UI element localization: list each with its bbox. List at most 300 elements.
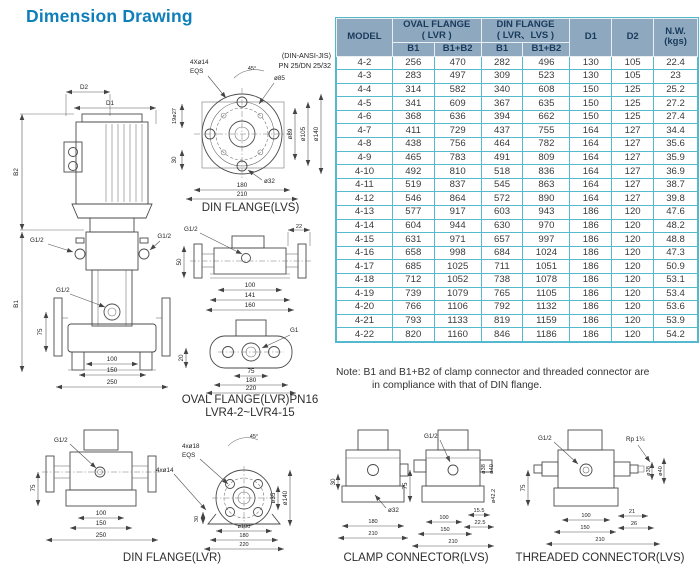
value-cell: 186 bbox=[570, 233, 612, 247]
table-row bbox=[337, 260, 698, 274]
port-label-g12: G1/2 bbox=[54, 437, 68, 444]
value-cell: 36.9 bbox=[654, 165, 698, 179]
value-cell: 609 bbox=[434, 97, 481, 111]
dim-label-225: 22.5 bbox=[474, 520, 486, 526]
value-cell: 1106 bbox=[434, 301, 481, 315]
value-cell: 470 bbox=[434, 56, 481, 70]
col-header-b1-oval: B1 bbox=[392, 43, 434, 57]
value-cell: 120 bbox=[612, 274, 654, 288]
value-cell: 105 bbox=[612, 70, 654, 84]
table-row bbox=[337, 328, 698, 342]
dim-label-d2: D2 bbox=[79, 84, 89, 91]
dim-label-d89: ø89 bbox=[287, 128, 294, 140]
dim-label-150: 150 bbox=[95, 520, 107, 527]
value-cell: 863 bbox=[523, 178, 570, 192]
dim-label-141: 141 bbox=[244, 292, 256, 299]
table-row bbox=[337, 97, 698, 111]
din-flange-lvr-drawing bbox=[22, 428, 322, 550]
value-cell: 604 bbox=[392, 219, 434, 233]
table-row bbox=[337, 151, 698, 165]
value-cell: 437 bbox=[481, 124, 523, 138]
value-cell: 491 bbox=[481, 151, 523, 165]
dim-label-d38: ø38 bbox=[646, 466, 652, 476]
value-cell: 47.3 bbox=[654, 246, 698, 260]
value-cell: 1024 bbox=[523, 246, 570, 260]
dim-label-75: 75 bbox=[37, 328, 44, 336]
eqs-label: EQS bbox=[190, 68, 204, 75]
bolt-holes-label: 4Xø14 bbox=[190, 59, 209, 66]
value-cell: 164 bbox=[570, 178, 612, 192]
dim-label-d100: ø100 bbox=[237, 524, 251, 530]
dim-label-180: 180 bbox=[368, 519, 378, 525]
value-cell: 256 bbox=[392, 56, 434, 70]
angle-label: 45° bbox=[249, 434, 259, 440]
value-cell: 127 bbox=[612, 165, 654, 179]
dim-label-b1: B1 bbox=[13, 300, 20, 308]
value-cell: 120 bbox=[612, 260, 654, 274]
dim-label-b2: B2 bbox=[13, 168, 20, 176]
dim-label-180: 180 bbox=[245, 377, 257, 384]
value-cell: 127 bbox=[612, 192, 654, 206]
table-row bbox=[337, 178, 698, 192]
value-cell: 127 bbox=[612, 124, 654, 138]
dim-label-d40: ø40 bbox=[658, 466, 664, 476]
dimension-spec-table bbox=[336, 18, 698, 342]
value-cell: 186 bbox=[570, 301, 612, 315]
value-cell: 1052 bbox=[434, 274, 481, 288]
dim-label-d1: D1 bbox=[105, 100, 115, 107]
dim-label-30: 30 bbox=[194, 515, 200, 523]
table-row bbox=[337, 246, 698, 260]
value-cell: 1159 bbox=[523, 314, 570, 328]
standard-label: (DIN-ANSI-JIS) bbox=[281, 51, 331, 60]
dim-label-150: 150 bbox=[106, 367, 118, 374]
table-note-line1: Note: B1 and B1+B2 of clamp connector and threaded connector are bbox=[336, 367, 650, 378]
value-cell: 186 bbox=[570, 206, 612, 220]
model-cell: 4-11 bbox=[337, 178, 393, 192]
value-cell: 492 bbox=[392, 165, 434, 179]
value-cell: 394 bbox=[481, 110, 523, 124]
table-row bbox=[337, 83, 698, 97]
dim-label-210: 210 bbox=[368, 531, 378, 537]
value-cell: 125 bbox=[612, 97, 654, 111]
value-cell: 120 bbox=[612, 314, 654, 328]
model-cell: 4-16 bbox=[337, 246, 393, 260]
value-cell: 572 bbox=[481, 192, 523, 206]
clamp-connector-drawing bbox=[332, 428, 500, 550]
value-cell: 120 bbox=[612, 219, 654, 233]
oval-flange-view-drawing bbox=[172, 318, 330, 394]
value-cell: 1132 bbox=[523, 301, 570, 315]
value-cell: 944 bbox=[434, 219, 481, 233]
value-cell: 582 bbox=[434, 83, 481, 97]
dim-label-150: 150 bbox=[580, 525, 590, 531]
port-label-g12-front: G1/2 bbox=[56, 287, 70, 294]
value-cell: 465 bbox=[392, 151, 434, 165]
value-cell: 603 bbox=[481, 206, 523, 220]
value-cell: 756 bbox=[434, 138, 481, 152]
dim-label-26: 26 bbox=[630, 521, 638, 527]
dim-label-50: 50 bbox=[176, 258, 183, 266]
port-label-g12: G1/2 bbox=[184, 226, 198, 233]
value-cell: 658 bbox=[392, 246, 434, 260]
port-label-g12: G1/2 bbox=[424, 433, 438, 440]
model-cell: 4-4 bbox=[337, 83, 393, 97]
value-cell: 836 bbox=[523, 165, 570, 179]
port-label-g12: G1/2 bbox=[538, 435, 552, 442]
pump-side-view-drawing bbox=[10, 78, 172, 396]
dim-label-d32: ø32 bbox=[388, 507, 399, 514]
page-title: Dimension Drawing bbox=[26, 6, 193, 26]
dim-label-d40: ø40 bbox=[489, 464, 495, 474]
value-cell: 38.7 bbox=[654, 178, 698, 192]
value-cell: 186 bbox=[570, 287, 612, 301]
value-cell: 150 bbox=[570, 83, 612, 97]
model-cell: 4-21 bbox=[337, 314, 393, 328]
value-cell: 53.9 bbox=[654, 314, 698, 328]
value-cell: 684 bbox=[481, 246, 523, 260]
model-cell: 4-7 bbox=[337, 124, 393, 138]
value-cell: 25.2 bbox=[654, 83, 698, 97]
value-cell: 636 bbox=[434, 110, 481, 124]
table-note bbox=[336, 366, 698, 392]
model-cell: 4-18 bbox=[337, 274, 393, 288]
model-cell: 4-19 bbox=[337, 287, 393, 301]
value-cell: 150 bbox=[570, 97, 612, 111]
model-cell: 4-14 bbox=[337, 219, 393, 233]
model-cell: 4-12 bbox=[337, 192, 393, 206]
value-cell: 496 bbox=[523, 56, 570, 70]
value-cell: 546 bbox=[392, 192, 434, 206]
value-cell: 545 bbox=[481, 178, 523, 192]
value-cell: 782 bbox=[523, 138, 570, 152]
value-cell: 368 bbox=[392, 110, 434, 124]
value-cell: 765 bbox=[481, 287, 523, 301]
dim-label-d35: ø35 bbox=[270, 492, 277, 504]
value-cell: 27.2 bbox=[654, 97, 698, 111]
value-cell: 809 bbox=[523, 151, 570, 165]
value-cell: 120 bbox=[612, 206, 654, 220]
model-cell: 4-9 bbox=[337, 151, 393, 165]
value-cell: 711 bbox=[481, 260, 523, 274]
model-cell: 4-22 bbox=[337, 328, 393, 342]
oval-flange-header-line2: ( LVR ) bbox=[421, 29, 452, 41]
value-cell: 367 bbox=[481, 97, 523, 111]
col-header-d2: D2 bbox=[612, 19, 654, 57]
value-cell: 755 bbox=[523, 124, 570, 138]
model-cell: 4-13 bbox=[337, 206, 393, 220]
value-cell: 50.9 bbox=[654, 260, 698, 274]
dim-label-210b: 210 bbox=[448, 539, 458, 545]
value-cell: 53.6 bbox=[654, 301, 698, 315]
bolt-holes14-label: 4xø14 bbox=[156, 467, 174, 474]
dim-label-22: 22 bbox=[295, 224, 303, 230]
value-cell: 793 bbox=[392, 314, 434, 328]
caption-din-flange-lvr: DIN FLANGE(LVR) bbox=[122, 552, 222, 564]
model-cell: 4-17 bbox=[337, 260, 393, 274]
dim-label-220: 220 bbox=[239, 542, 249, 548]
model-cell: 4-10 bbox=[337, 165, 393, 179]
value-cell: 127 bbox=[612, 178, 654, 192]
din-flange-lvs-drawing bbox=[168, 46, 333, 200]
eqs-label: EQS bbox=[182, 452, 196, 459]
caption-oval-flange bbox=[160, 394, 340, 420]
dim-label-75: 75 bbox=[247, 368, 255, 375]
dim-label-180: 180 bbox=[236, 182, 248, 189]
value-cell: 120 bbox=[612, 287, 654, 301]
value-cell: 464 bbox=[481, 138, 523, 152]
table-row bbox=[337, 301, 698, 315]
thread-size-label: Rp 1¼ bbox=[626, 436, 645, 443]
value-cell: 127 bbox=[612, 151, 654, 165]
value-cell: 35.6 bbox=[654, 138, 698, 152]
value-cell: 164 bbox=[570, 151, 612, 165]
value-cell: 120 bbox=[612, 246, 654, 260]
model-cell: 4-5 bbox=[337, 97, 393, 111]
col-header-b1-din: B1 bbox=[481, 43, 523, 57]
dim-label-75: 75 bbox=[402, 482, 409, 490]
model-cell: 4-6 bbox=[337, 110, 393, 124]
table-row bbox=[337, 287, 698, 301]
value-cell: 631 bbox=[392, 233, 434, 247]
value-cell: 120 bbox=[612, 328, 654, 342]
value-cell: 164 bbox=[570, 165, 612, 179]
value-cell: 105 bbox=[612, 56, 654, 70]
value-cell: 1160 bbox=[434, 328, 481, 342]
dim-label-75: 75 bbox=[520, 484, 527, 492]
value-cell: 22.4 bbox=[654, 56, 698, 70]
dim-label-100: 100 bbox=[244, 282, 256, 289]
value-cell: 1079 bbox=[434, 287, 481, 301]
value-cell: 39.8 bbox=[654, 192, 698, 206]
dim-label-20: 20 bbox=[178, 354, 185, 362]
port-label-g1: G1 bbox=[290, 327, 299, 334]
value-cell: 837 bbox=[434, 178, 481, 192]
table-note-line2: in compliance with that of DIN flange. bbox=[372, 380, 542, 391]
dim-label-210: 210 bbox=[595, 537, 605, 543]
value-cell: 127 bbox=[612, 138, 654, 152]
value-cell: 1051 bbox=[523, 260, 570, 274]
value-cell: 438 bbox=[392, 138, 434, 152]
col-header-model: MODEL bbox=[337, 19, 393, 57]
value-cell: 739 bbox=[392, 287, 434, 301]
value-cell: 125 bbox=[612, 83, 654, 97]
dim-label-220: 220 bbox=[245, 385, 257, 392]
value-cell: 1078 bbox=[523, 274, 570, 288]
port-label-g12-right: G1/2 bbox=[157, 233, 171, 240]
col-header-din-flange bbox=[481, 19, 570, 43]
model-cell: 4-8 bbox=[337, 138, 393, 152]
table-row bbox=[337, 206, 698, 220]
nw-header-line1: N.W. bbox=[665, 25, 686, 37]
caption-clamp-connector: CLAMP CONNECTOR(LVS) bbox=[343, 552, 489, 564]
value-cell: 186 bbox=[570, 328, 612, 342]
value-cell: 48.8 bbox=[654, 233, 698, 247]
value-cell: 411 bbox=[392, 124, 434, 138]
value-cell: 846 bbox=[481, 328, 523, 342]
value-cell: 608 bbox=[523, 83, 570, 97]
value-cell: 998 bbox=[434, 246, 481, 260]
value-cell: 1133 bbox=[434, 314, 481, 328]
table-row bbox=[337, 165, 698, 179]
dim-label-210: 210 bbox=[236, 191, 248, 198]
nw-header-line2: (kgs) bbox=[664, 36, 687, 48]
value-cell: 890 bbox=[523, 192, 570, 206]
value-cell: 48.2 bbox=[654, 219, 698, 233]
value-cell: 125 bbox=[612, 110, 654, 124]
dim-label-100: 100 bbox=[581, 513, 591, 519]
value-cell: 34.4 bbox=[654, 124, 698, 138]
value-cell: 314 bbox=[392, 83, 434, 97]
dim-label-100: 100 bbox=[95, 510, 107, 517]
value-cell: 523 bbox=[523, 70, 570, 84]
value-cell: 53.1 bbox=[654, 274, 698, 288]
table-row bbox=[337, 219, 698, 233]
slot-label: 19ø27 bbox=[172, 108, 178, 124]
value-cell: 729 bbox=[434, 124, 481, 138]
dim-label-d140: ø140 bbox=[313, 126, 320, 142]
value-cell: 164 bbox=[570, 138, 612, 152]
value-cell: 35.9 bbox=[654, 151, 698, 165]
model-cell: 4-15 bbox=[337, 233, 393, 247]
value-cell: 120 bbox=[612, 301, 654, 315]
value-cell: 518 bbox=[481, 165, 523, 179]
value-cell: 47.6 bbox=[654, 206, 698, 220]
table-row bbox=[337, 110, 698, 124]
value-cell: 186 bbox=[570, 314, 612, 328]
value-cell: 519 bbox=[392, 178, 434, 192]
col-header-oval-flange bbox=[392, 19, 481, 43]
value-cell: 120 bbox=[612, 233, 654, 247]
pn-label: PN 25/DN 25/32 bbox=[278, 61, 331, 70]
dim-label-180: 180 bbox=[239, 533, 249, 539]
model-cell: 4-20 bbox=[337, 301, 393, 315]
value-cell: 340 bbox=[481, 83, 523, 97]
table-row bbox=[337, 192, 698, 206]
value-cell: 738 bbox=[481, 274, 523, 288]
dim-label-155: 15.5 bbox=[473, 508, 485, 514]
value-cell: 1105 bbox=[523, 287, 570, 301]
value-cell: 997 bbox=[523, 233, 570, 247]
threaded-connector-drawing bbox=[502, 428, 698, 550]
caption-oval-flange-line2: LVR4-2~LVR4-15 bbox=[205, 407, 295, 419]
table-row bbox=[337, 138, 698, 152]
dim-label-250: 250 bbox=[95, 532, 107, 539]
oval-connector-side-drawing bbox=[172, 222, 330, 314]
value-cell: 1025 bbox=[434, 260, 481, 274]
spec-table-body bbox=[337, 56, 698, 341]
dim-label-250: 250 bbox=[106, 379, 118, 386]
col-header-b1b2-din: B1+B2 bbox=[523, 43, 570, 57]
table-row bbox=[337, 314, 698, 328]
dim-label-30: 30 bbox=[330, 478, 337, 486]
value-cell: 497 bbox=[434, 70, 481, 84]
value-cell: 810 bbox=[434, 165, 481, 179]
dim-label-100: 100 bbox=[439, 515, 449, 521]
caption-threaded-connector: THREADED CONNECTOR(LVS) bbox=[515, 552, 685, 564]
value-cell: 54.2 bbox=[654, 328, 698, 342]
value-cell: 630 bbox=[481, 219, 523, 233]
table-row bbox=[337, 70, 698, 84]
dim-label-150: 150 bbox=[440, 527, 450, 533]
value-cell: 635 bbox=[523, 97, 570, 111]
value-cell: 341 bbox=[392, 97, 434, 111]
caption-din-flange-lvs: DIN FLANGE(LVS) bbox=[201, 202, 300, 214]
value-cell: 150 bbox=[570, 110, 612, 124]
table-row bbox=[337, 274, 698, 288]
value-cell: 783 bbox=[434, 151, 481, 165]
model-cell: 4-3 bbox=[337, 70, 393, 84]
dim-label-160: 160 bbox=[244, 302, 256, 309]
value-cell: 685 bbox=[392, 260, 434, 274]
value-cell: 53.4 bbox=[654, 287, 698, 301]
col-header-d1: D1 bbox=[570, 19, 612, 57]
value-cell: 819 bbox=[481, 314, 523, 328]
dim-label-d105: ø105 bbox=[300, 126, 307, 142]
bolt-holes18-label: 4xø18 bbox=[182, 443, 200, 450]
value-cell: 27.4 bbox=[654, 110, 698, 124]
col-header-b1b2-oval: B1+B2 bbox=[434, 43, 481, 57]
value-cell: 186 bbox=[570, 260, 612, 274]
value-cell: 186 bbox=[570, 274, 612, 288]
dim-label-75: 75 bbox=[30, 484, 37, 492]
value-cell: 971 bbox=[434, 233, 481, 247]
value-cell: 23 bbox=[654, 70, 698, 84]
value-cell: 792 bbox=[481, 301, 523, 315]
din-flange-header-line1: DIN FLANGE bbox=[496, 19, 555, 30]
value-cell: 943 bbox=[523, 206, 570, 220]
value-cell: 186 bbox=[570, 246, 612, 260]
value-cell: 820 bbox=[392, 328, 434, 342]
dim-label-d38: ø38 bbox=[481, 464, 487, 474]
dim-label-30: 30 bbox=[171, 156, 178, 164]
value-cell: 864 bbox=[434, 192, 481, 206]
port-label-g12-left: G1/2 bbox=[30, 237, 44, 244]
value-cell: 164 bbox=[570, 124, 612, 138]
value-cell: 577 bbox=[392, 206, 434, 220]
bolt-circle-label: ø85 bbox=[274, 75, 285, 82]
dim-label-d140: ø140 bbox=[282, 490, 289, 506]
table-row bbox=[337, 233, 698, 247]
value-cell: 1186 bbox=[523, 328, 570, 342]
value-cell: 970 bbox=[523, 219, 570, 233]
value-cell: 766 bbox=[392, 301, 434, 315]
oval-flange-header-line1: OVAL FLANGE bbox=[403, 19, 471, 30]
dim-label-21: 21 bbox=[628, 509, 636, 515]
value-cell: 309 bbox=[481, 70, 523, 84]
value-cell: 657 bbox=[481, 233, 523, 247]
value-cell: 130 bbox=[570, 70, 612, 84]
value-cell: 186 bbox=[570, 219, 612, 233]
dim-label-d422: ø42.2 bbox=[491, 488, 497, 504]
table-row bbox=[337, 124, 698, 138]
value-cell: 130 bbox=[570, 56, 612, 70]
model-cell: 4-2 bbox=[337, 56, 393, 70]
angle-label: 45° bbox=[247, 66, 257, 72]
dim-label-d32: ø32 bbox=[264, 178, 275, 185]
caption-oval-flange-line1: OVAL FLANGE(LVR)PN16 bbox=[181, 394, 319, 406]
dim-label-100: 100 bbox=[106, 356, 118, 363]
value-cell: 662 bbox=[523, 110, 570, 124]
table-row bbox=[337, 56, 698, 70]
value-cell: 283 bbox=[392, 70, 434, 84]
value-cell: 282 bbox=[481, 56, 523, 70]
value-cell: 712 bbox=[392, 274, 434, 288]
value-cell: 164 bbox=[570, 192, 612, 206]
din-flange-header-line2: ( LVR、LVS ) bbox=[496, 29, 555, 41]
col-header-nw bbox=[654, 19, 698, 57]
value-cell: 917 bbox=[434, 206, 481, 220]
